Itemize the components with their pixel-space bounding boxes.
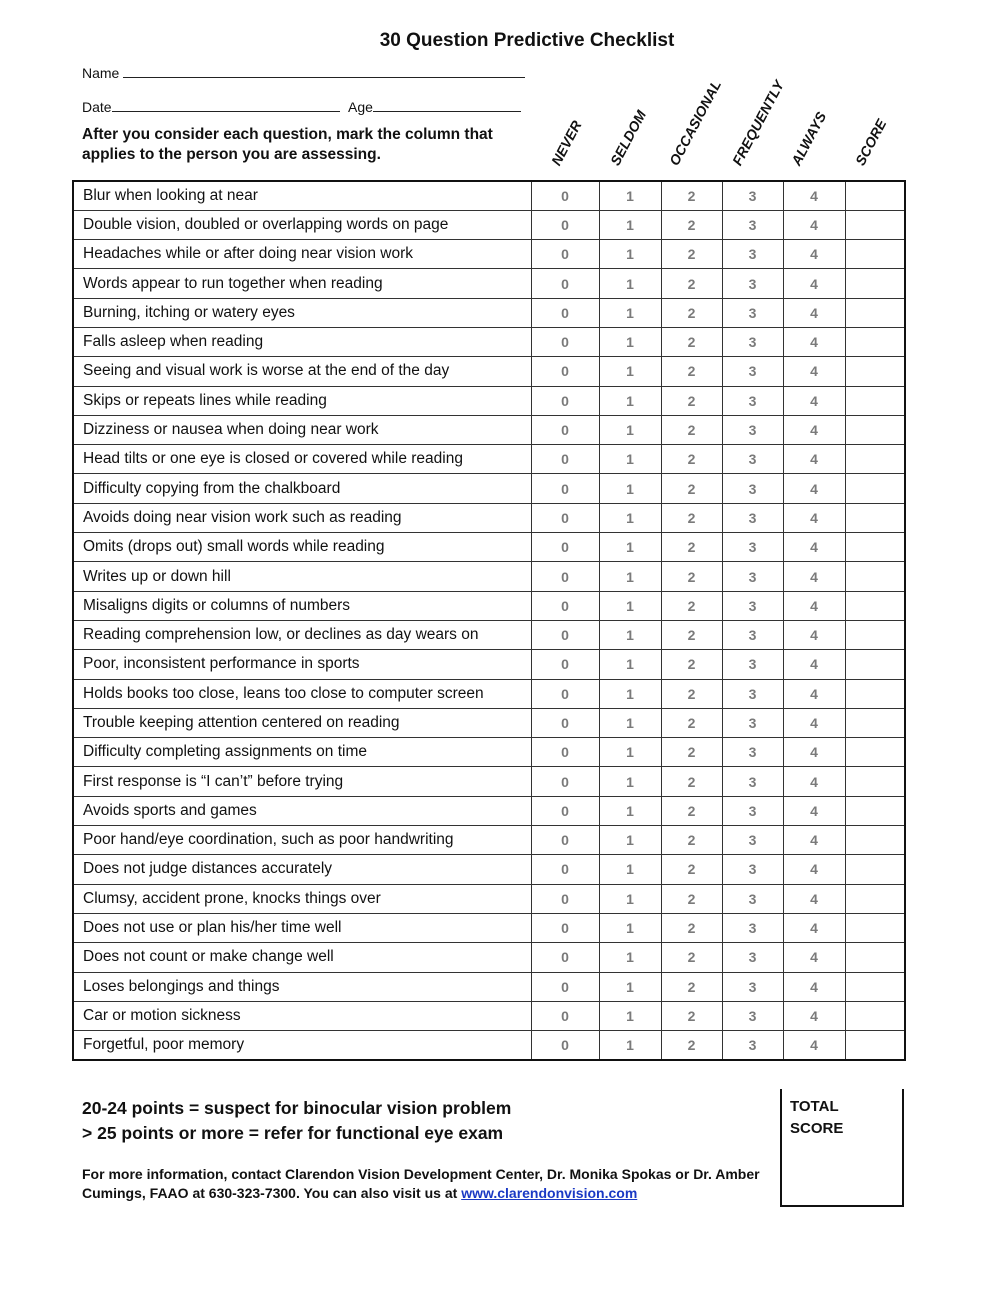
question-text: Difficulty completing assignments on time [73,738,531,767]
option-frequently[interactable]: 3 [722,327,783,356]
option-occasional[interactable]: 2 [661,943,722,972]
score-cell[interactable] [845,327,905,356]
score-cell[interactable] [845,796,905,825]
score-cell[interactable] [845,474,905,503]
option-occasional[interactable]: 2 [661,386,722,415]
question-text: Avoids sports and games [73,796,531,825]
table-row [73,796,905,825]
table-row [73,298,905,327]
option-always[interactable]: 4 [783,386,845,415]
option-occasional[interactable]: 2 [661,620,722,649]
option-never[interactable]: 0 [531,1001,599,1030]
date-field[interactable] [82,97,340,115]
option-never[interactable]: 0 [531,826,599,855]
option-always[interactable]: 4 [783,503,845,532]
option-occasional[interactable]: 2 [661,562,722,591]
option-seldom[interactable]: 1 [599,1031,661,1060]
option-always[interactable]: 4 [783,884,845,913]
table-row [73,210,905,239]
column-header-occasional: OCCASIONAL [665,77,725,168]
score-cell[interactable] [845,591,905,620]
question-text: Head tilts or one eye is closed or covered while reading [73,445,531,474]
table-row [73,591,905,620]
table-row [73,327,905,356]
option-occasional[interactable]: 2 [661,796,722,825]
option-frequently[interactable]: 3 [722,240,783,269]
option-frequently[interactable]: 3 [722,972,783,1001]
total-score-box[interactable] [780,1089,904,1207]
question-text: Headaches while or after doing near vision work [73,240,531,269]
score-cell[interactable] [845,298,905,327]
score-cell[interactable] [845,210,905,239]
question-text: Blur when looking at near [73,181,531,210]
score-cell[interactable] [845,503,905,532]
question-text: Skips or repeats lines while reading [73,386,531,415]
option-occasional[interactable]: 2 [661,327,722,356]
question-text: Holds books too close, leans too close to computer screen [73,679,531,708]
score-cell[interactable] [845,1001,905,1030]
option-frequently[interactable]: 3 [722,913,783,942]
option-seldom[interactable]: 1 [599,913,661,942]
option-never[interactable]: 0 [531,767,599,796]
option-never[interactable]: 0 [531,503,599,532]
option-frequently[interactable]: 3 [722,1031,783,1060]
option-always[interactable]: 4 [783,855,845,884]
option-always[interactable]: 4 [783,181,845,210]
option-always[interactable]: 4 [783,474,845,503]
option-occasional[interactable]: 2 [661,445,722,474]
option-frequently[interactable]: 3 [722,708,783,737]
table-row [73,708,905,737]
option-occasional[interactable]: 2 [661,738,722,767]
question-text: Poor hand/eye coordination, such as poor handwriting [73,826,531,855]
option-frequently[interactable]: 3 [722,415,783,444]
option-seldom[interactable]: 1 [599,796,661,825]
option-always[interactable]: 4 [783,650,845,679]
option-frequently[interactable]: 3 [722,503,783,532]
option-seldom[interactable]: 1 [599,591,661,620]
score-cell[interactable] [845,181,905,210]
score-cell[interactable] [845,767,905,796]
name-field[interactable] [82,63,525,81]
score-cell[interactable] [845,386,905,415]
question-text: Burning, itching or watery eyes [73,298,531,327]
option-always[interactable]: 4 [783,708,845,737]
score-cell[interactable] [845,357,905,386]
option-frequently[interactable]: 3 [722,591,783,620]
question-text: Falls asleep when reading [73,327,531,356]
option-occasional[interactable]: 2 [661,855,722,884]
option-never[interactable]: 0 [531,357,599,386]
option-occasional[interactable]: 2 [661,591,722,620]
column-header-always: ALWAYS [787,109,830,168]
option-seldom[interactable]: 1 [599,503,661,532]
question-text: Trouble keeping attention centered on reading [73,708,531,737]
column-header-frequently: FREQUENTLY [728,77,788,168]
question-text: Misaligns digits or columns of numbers [73,591,531,620]
table-row [73,1031,905,1060]
table-row [73,503,905,532]
option-never[interactable]: 0 [531,708,599,737]
table-row [73,415,905,444]
option-seldom[interactable]: 1 [599,943,661,972]
option-always[interactable]: 4 [783,533,845,562]
question-text: Dizziness or nausea when doing near work [73,415,531,444]
option-seldom[interactable]: 1 [599,826,661,855]
table-row [73,884,905,913]
option-never[interactable]: 0 [531,269,599,298]
question-text: Reading comprehension low, or declines as day wears on [73,620,531,649]
option-occasional[interactable]: 2 [661,240,722,269]
table-row [73,445,905,474]
option-never[interactable]: 0 [531,562,599,591]
option-occasional[interactable]: 2 [661,357,722,386]
option-frequently[interactable]: 3 [722,445,783,474]
option-never[interactable]: 0 [531,210,599,239]
name-label: Name [82,65,120,81]
option-frequently[interactable]: 3 [722,386,783,415]
score-cell[interactable] [845,738,905,767]
column-header-score: SCORE [851,116,890,168]
option-seldom[interactable]: 1 [599,533,661,562]
score-cell[interactable] [845,913,905,942]
option-occasional[interactable]: 2 [661,972,722,1001]
option-seldom[interactable]: 1 [599,298,661,327]
criteria-line-1: 20-24 points = suspect for binocular vision problem [82,1098,512,1118]
question-text: Car or motion sickness [73,1001,531,1030]
option-seldom[interactable]: 1 [599,738,661,767]
option-seldom[interactable]: 1 [599,855,661,884]
option-occasional[interactable]: 2 [661,650,722,679]
question-text: Omits (drops out) small words while reading [73,533,531,562]
option-always[interactable]: 4 [783,943,845,972]
option-never[interactable]: 0 [531,415,599,444]
table-row [73,650,905,679]
option-always[interactable]: 4 [783,327,845,356]
option-never[interactable]: 0 [531,943,599,972]
score-cell[interactable] [845,708,905,737]
score-cell[interactable] [845,533,905,562]
question-text: Forgetful, poor memory [73,1031,531,1060]
instructions: After you consider each question, mark the column that applies to the person you are assessing. [82,126,493,163]
option-never[interactable]: 0 [531,679,599,708]
option-always[interactable]: 4 [783,796,845,825]
question-text: Clumsy, accident prone, knocks things over [73,884,531,913]
option-never[interactable]: 0 [531,474,599,503]
table-row [73,1001,905,1030]
option-frequently[interactable]: 3 [722,884,783,913]
score-cell[interactable] [845,562,905,591]
option-seldom[interactable]: 1 [599,972,661,1001]
option-occasional[interactable]: 2 [661,533,722,562]
option-always[interactable]: 4 [783,415,845,444]
score-cell[interactable] [845,884,905,913]
table-row [73,386,905,415]
option-always[interactable]: 4 [783,913,845,942]
column-header-seldom: SELDOM [606,107,650,168]
score-cell[interactable] [845,650,905,679]
score-cell[interactable] [845,855,905,884]
score-cell[interactable] [845,1031,905,1060]
score-cell[interactable] [845,679,905,708]
option-always[interactable]: 4 [783,445,845,474]
option-frequently[interactable]: 3 [722,943,783,972]
question-text: Difficulty copying from the chalkboard [73,474,531,503]
option-frequently[interactable]: 3 [722,767,783,796]
option-always[interactable]: 4 [783,620,845,649]
option-seldom[interactable]: 1 [599,386,661,415]
question-text: Does not use or plan his/her time well [73,913,531,942]
column-header-never: NEVER [547,117,585,168]
option-occasional[interactable]: 2 [661,1031,722,1060]
table-row [73,826,905,855]
option-always[interactable]: 4 [783,826,845,855]
option-never[interactable]: 0 [531,386,599,415]
table-row [73,972,905,1001]
table-row [73,620,905,649]
option-occasional[interactable]: 2 [661,474,722,503]
option-occasional[interactable]: 2 [661,298,722,327]
table-row [73,474,905,503]
name-underline[interactable] [123,63,525,78]
option-always[interactable]: 4 [783,679,845,708]
question-text: Writes up or down hill [73,562,531,591]
option-never[interactable]: 0 [531,445,599,474]
question-text: Does not judge distances accurately [73,855,531,884]
option-always[interactable]: 4 [783,1031,845,1060]
option-never[interactable]: 0 [531,855,599,884]
option-never[interactable]: 0 [531,913,599,942]
option-always[interactable]: 4 [783,298,845,327]
score-cell[interactable] [845,445,905,474]
option-always[interactable]: 4 [783,562,845,591]
option-never[interactable]: 0 [531,884,599,913]
option-frequently[interactable]: 3 [722,620,783,649]
question-text: Does not count or make change well [73,943,531,972]
scoring-criteria [82,1096,511,1146]
option-never[interactable]: 0 [531,533,599,562]
option-seldom[interactable]: 1 [599,650,661,679]
option-frequently[interactable]: 3 [722,826,783,855]
option-always[interactable]: 4 [783,591,845,620]
option-never[interactable]: 0 [531,240,599,269]
total-score-label [790,1096,870,1140]
option-never[interactable]: 0 [531,796,599,825]
option-seldom[interactable]: 1 [599,181,661,210]
score-cell[interactable] [845,826,905,855]
option-occasional[interactable]: 2 [661,269,722,298]
option-never[interactable]: 0 [531,181,599,210]
option-seldom[interactable]: 1 [599,1001,661,1030]
option-frequently[interactable]: 3 [722,855,783,884]
total-label-line-2: SCORE [790,1120,844,1137]
table-row [73,738,905,767]
score-cell[interactable] [845,269,905,298]
option-occasional[interactable]: 2 [661,913,722,942]
option-frequently[interactable]: 3 [722,210,783,239]
option-always[interactable]: 4 [783,972,845,1001]
checklist-table [72,180,906,1061]
table-row [73,240,905,269]
table-row [73,855,905,884]
question-text: Avoids doing near vision work such as reading [73,503,531,532]
option-occasional[interactable]: 2 [661,679,722,708]
option-occasional[interactable]: 2 [661,708,722,737]
option-frequently[interactable]: 3 [722,796,783,825]
option-seldom[interactable]: 1 [599,679,661,708]
option-frequently[interactable]: 3 [722,269,783,298]
option-seldom[interactable]: 1 [599,269,661,298]
option-occasional[interactable]: 2 [661,884,722,913]
option-occasional[interactable]: 2 [661,826,722,855]
table-row [73,181,905,210]
option-always[interactable]: 4 [783,738,845,767]
question-text: Seeing and visual work is worse at the end of the day [73,357,531,386]
option-occasional[interactable]: 2 [661,181,722,210]
option-always[interactable]: 4 [783,269,845,298]
website-link[interactable]: www.clarendonvision.com [461,1185,638,1201]
page-title: 30 Question Predictive Checklist [379,30,675,51]
option-never[interactable]: 0 [531,738,599,767]
option-never[interactable]: 0 [531,620,599,649]
option-always[interactable]: 4 [783,1001,845,1030]
option-frequently[interactable]: 3 [722,298,783,327]
option-occasional[interactable]: 2 [661,767,722,796]
option-frequently[interactable]: 3 [722,181,783,210]
option-seldom[interactable]: 1 [599,767,661,796]
score-cell[interactable] [845,972,905,1001]
option-occasional[interactable]: 2 [661,1001,722,1030]
option-frequently[interactable]: 3 [722,1001,783,1030]
option-frequently[interactable]: 3 [722,679,783,708]
option-always[interactable]: 4 [783,210,845,239]
option-frequently[interactable]: 3 [722,474,783,503]
question-text: Words appear to run together when reading [73,269,531,298]
table-row [73,913,905,942]
option-seldom[interactable]: 1 [599,445,661,474]
option-frequently[interactable]: 3 [722,562,783,591]
option-never[interactable]: 0 [531,298,599,327]
date-label: Date [82,99,112,115]
option-occasional[interactable]: 2 [661,503,722,532]
option-occasional[interactable]: 2 [661,210,722,239]
age-underline[interactable] [373,97,521,112]
option-never[interactable]: 0 [531,1031,599,1060]
question-text: Double vision, doubled or overlapping words on page [73,210,531,239]
total-label-line-1: TOTAL [790,1098,839,1115]
table-row [73,357,905,386]
option-frequently[interactable]: 3 [722,533,783,562]
option-seldom[interactable]: 1 [599,620,661,649]
criteria-line-2: > 25 points or more = refer for functional eye exam [82,1123,504,1143]
question-text: Poor, inconsistent performance in sports [73,650,531,679]
option-frequently[interactable]: 3 [722,357,783,386]
footer-info [82,1165,762,1203]
date-underline[interactable] [112,97,340,112]
table-row [73,269,905,298]
option-always[interactable]: 4 [783,357,845,386]
table-row [73,533,905,562]
option-never[interactable]: 0 [531,972,599,1001]
option-seldom[interactable]: 1 [599,708,661,737]
option-occasional[interactable]: 2 [661,415,722,444]
table-row [73,943,905,972]
option-always[interactable]: 4 [783,240,845,269]
score-cell[interactable] [845,620,905,649]
option-frequently[interactable]: 3 [722,650,783,679]
score-cell[interactable] [845,415,905,444]
table-row [73,679,905,708]
option-seldom[interactable]: 1 [599,474,661,503]
footer-text: For more information, contact Clarendon Vision Development Center, Dr. Monika Spokas or Dr. Amber Cumings, FAAO at 630-323-7300. You can also visit us at [82,1166,760,1201]
age-field[interactable] [348,97,521,115]
option-seldom[interactable]: 1 [599,210,661,239]
option-seldom[interactable]: 1 [599,884,661,913]
option-never[interactable]: 0 [531,591,599,620]
option-seldom[interactable]: 1 [599,240,661,269]
option-never[interactable]: 0 [531,327,599,356]
question-text: First response is “I can’t” before trying [73,767,531,796]
score-cell[interactable] [845,943,905,972]
option-seldom[interactable]: 1 [599,327,661,356]
option-frequently[interactable]: 3 [722,738,783,767]
option-always[interactable]: 4 [783,767,845,796]
table-row [73,767,905,796]
age-label: Age [348,99,373,115]
option-never[interactable]: 0 [531,650,599,679]
option-seldom[interactable]: 1 [599,415,661,444]
score-cell[interactable] [845,240,905,269]
option-seldom[interactable]: 1 [599,562,661,591]
question-text: Loses belongings and things [73,972,531,1001]
option-seldom[interactable]: 1 [599,357,661,386]
table-row [73,562,905,591]
